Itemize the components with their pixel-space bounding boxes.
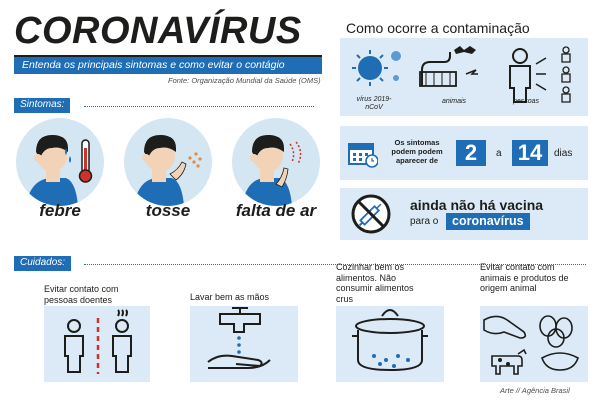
care-label: Cuidados: (14, 256, 71, 271)
vaccine-prefix: para o (410, 216, 439, 227)
incubation-unit: dias (554, 148, 573, 159)
incubation-connector: a (496, 148, 502, 159)
avoid-sick-illustration (44, 306, 150, 382)
virus-icon (344, 44, 404, 92)
virus-caption: vírus 2019-nCoV (356, 96, 392, 111)
care-text-cook-food: Cozinhar bem os alimentos. Não consumir alimentos crus (336, 262, 414, 304)
symptom-label-shortness-of-breath: falta de ar (235, 201, 317, 220)
symptoms-label: Sintomas: (14, 98, 70, 113)
animals-caption: animais (441, 98, 467, 105)
incubation-text: Os sintomas podem podem aparecer de (391, 138, 443, 165)
art-credit: Arte // Agência Brasil (500, 386, 570, 395)
cough-illustration (124, 118, 212, 206)
contamination-title: Como ocorre a contaminação (346, 20, 530, 36)
cook-food-illustration (336, 306, 444, 382)
symptoms-divider (84, 106, 314, 107)
care-text-wash-hands: Lavar bem as mãos (190, 292, 270, 302)
symptom-label-fever: febre (39, 201, 81, 220)
care-text-avoid-animals: Evitar contato com animais e produtos de origem animal (480, 262, 569, 293)
vaccine-headline: ainda não há vacina (410, 197, 544, 213)
care-text-avoid-sick: Evitar contato com pessoas doentes (44, 284, 119, 305)
avoid-animals-illustration (480, 306, 588, 382)
calendar-icon (348, 140, 378, 168)
shortness-of-breath-illustration (232, 118, 320, 206)
no-vaccine-icon (350, 193, 392, 235)
incubation-panel (340, 126, 588, 180)
incubation-min-days: 2 (456, 140, 486, 166)
page-title: CORONAVÍRUS (14, 10, 302, 52)
incubation-max-days: 14 (512, 140, 548, 166)
page-subtitle: Entenda os principais sintomas e como evitar o contágio (14, 57, 322, 74)
animals-icon (414, 44, 492, 90)
wash-hands-illustration (190, 306, 298, 382)
fever-illustration (16, 118, 104, 206)
source-note: Fonte: Organização Mundial da Saúde (OMS) (168, 76, 321, 85)
vaccine-highlight: coronavírus (446, 213, 530, 230)
symptom-label-cough: tosse (145, 201, 191, 220)
people-caption: pessoas (512, 98, 540, 105)
contamination-panel (340, 38, 588, 116)
vaccine-panel (340, 188, 588, 240)
